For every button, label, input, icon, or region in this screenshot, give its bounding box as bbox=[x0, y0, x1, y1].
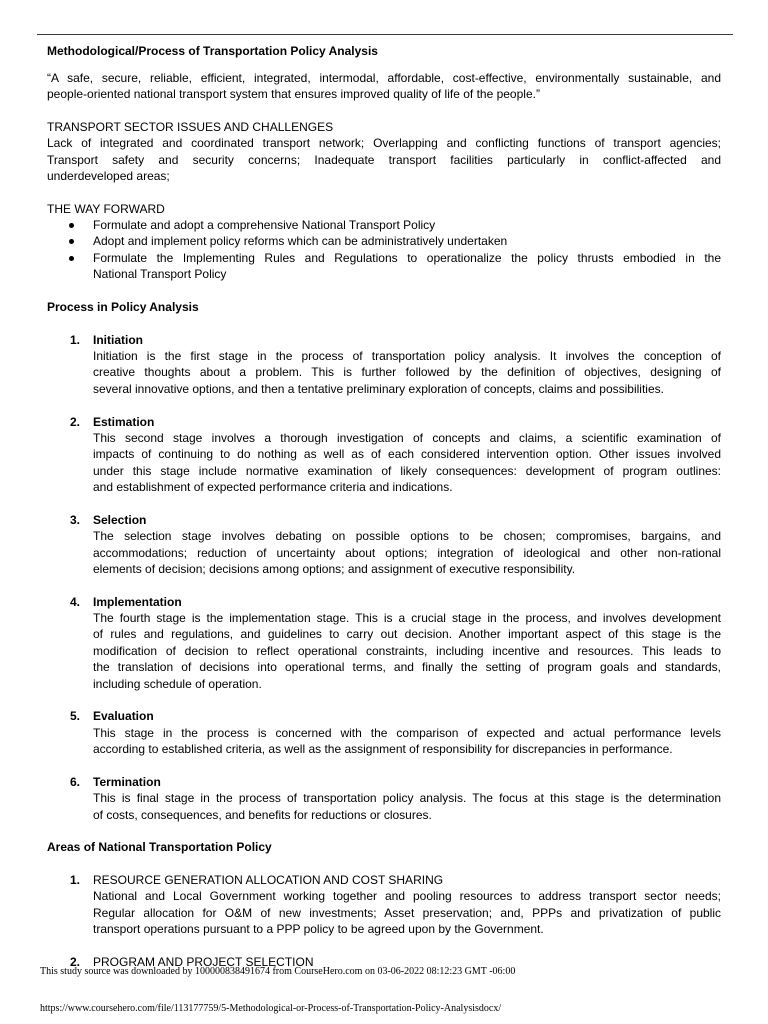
way-forward-item bbox=[47, 250, 721, 283]
document-page bbox=[47, 43, 721, 970]
process-heading: Process in Policy Analysis bbox=[47, 299, 199, 314]
stage-line: accommodations; reduction of uncertainty about options; integration of ideological and other non-rational bbox=[93, 545, 721, 560]
stage-title: Estimation bbox=[93, 414, 155, 429]
stage-line: This stage in the process is concerned with the comparison of expected and actual performance levels bbox=[93, 725, 721, 740]
area-line: transport operations pursuant to a PPP policy to be agreed upon by the Government. bbox=[93, 922, 544, 937]
area-line: Regular allocation for O&M of new investments; Asset preservation; and, PPPs and privatization of public bbox=[93, 905, 721, 920]
stage-number: 6. bbox=[70, 774, 81, 789]
stage-line: of rules and regulations, and guidelines to carry out decision. Another important aspect of this stage is the bbox=[93, 627, 721, 642]
vision-statement bbox=[47, 70, 721, 103]
issues-section bbox=[47, 119, 721, 185]
stage-number: 5. bbox=[70, 709, 81, 724]
stage-line: according to established criteria, as well as the assignment of responsibility for discrepancies in performance. bbox=[93, 742, 673, 757]
area-number: 2. bbox=[70, 954, 81, 969]
area-number: 1. bbox=[70, 872, 81, 887]
area-title: RESOURCE GENERATION ALLOCATION AND COST SHARING bbox=[93, 872, 444, 887]
issues-heading: TRANSPORT SECTOR ISSUES AND CHALLENGES bbox=[47, 119, 334, 134]
stage-line: impacts of continuing to do nothing as well as of each considered intervention option. Other issues involved bbox=[93, 447, 721, 462]
stage-number: 4. bbox=[70, 594, 81, 609]
way-forward-line: Adopt and implement policy reforms which can be administratively undertaken bbox=[93, 234, 508, 249]
footer-download-notice: This study source was downloaded by 100000838491674 from CourseHero.com on 03-06-2022 08:12:23 GMT -06:00 bbox=[40, 966, 516, 977]
way-forward-section bbox=[47, 201, 721, 283]
area-item-resource-generation bbox=[47, 872, 721, 938]
stage-line: elements of decision; decisions among options; and assignment of executive responsibility. bbox=[93, 561, 576, 576]
stage-number: 1. bbox=[70, 332, 81, 347]
stage-title: Evaluation bbox=[93, 709, 154, 724]
stage-line: creative thoughts about a problem. This is further followed by the definition of objectives, designing of bbox=[93, 365, 721, 380]
stage-number: 2. bbox=[70, 414, 81, 429]
issues-line: Lack of integrated and coordinated transport network; Overlapping and conflicting functions of transport agencies; bbox=[47, 136, 721, 151]
vision-line: people-oriented national transport system that ensures improved quality of life of the people.” bbox=[47, 87, 540, 102]
process-stage-selection bbox=[47, 512, 721, 578]
way-forward-line: National Transport Policy bbox=[93, 267, 227, 282]
process-stage-implementation bbox=[47, 594, 721, 692]
stage-line: The fourth stage is the implementation stage. This is a crucial stage in the process, and involves development bbox=[93, 611, 721, 626]
way-forward-heading: THE WAY FORWARD bbox=[47, 201, 165, 216]
stage-line: including schedule of operation. bbox=[93, 676, 262, 691]
vision-line: “A safe, secure, reliable, efficient, integrated, intermodal, affordable, cost-effective, environmentally sustainable, and bbox=[47, 70, 721, 85]
area-title: PROGRAM AND PROJECT SELECTION bbox=[93, 954, 314, 969]
stage-line: The selection stage involves debating on possible options to be chosen; compromises, bargains, and bbox=[93, 529, 721, 544]
process-stage-initiation bbox=[47, 332, 721, 398]
stage-line: of costs, consequences, and benefits for reductions or closures. bbox=[93, 807, 432, 822]
stage-line: modification of decision to reflect operational constraints, including incentive and resources. This leads to bbox=[93, 643, 721, 658]
stage-line: This second stage involves a thorough investigation of concepts and claims, a scientific examination of bbox=[93, 430, 721, 445]
bullet-icon bbox=[69, 223, 74, 228]
process-stage-estimation bbox=[47, 414, 721, 496]
process-stage-evaluation bbox=[47, 708, 721, 757]
issues-line: Transport safety and security concerns; Inadequate transport facilities particularly in conflict-affected and bbox=[47, 152, 721, 167]
stage-title: Termination bbox=[93, 774, 161, 789]
areas-heading: Areas of National Transportation Policy bbox=[47, 840, 272, 855]
way-forward-item bbox=[47, 217, 721, 233]
process-stage-termination bbox=[47, 774, 721, 823]
bullet-icon bbox=[69, 256, 74, 261]
way-forward-line: Formulate and adopt a comprehensive National Transport Policy bbox=[93, 218, 436, 233]
stage-title: Selection bbox=[93, 512, 147, 527]
stage-number: 3. bbox=[70, 512, 81, 527]
way-forward-line: Formulate the Implementing Rules and Regulations to operationalize the policy thrusts embodied in the bbox=[93, 250, 721, 265]
issues-line: underdeveloped areas; bbox=[47, 169, 170, 183]
bullet-icon bbox=[69, 239, 74, 244]
stage-line: and establishment of expected performance criteria and indications. bbox=[93, 480, 453, 495]
stage-line: This is final stage in the process of transportation policy analysis. The focus at this stage is the determination bbox=[93, 791, 721, 806]
stage-title: Implementation bbox=[93, 594, 182, 609]
stage-line: Initiation is the first stage in the process of transportation policy analysis. It involves the conception of bbox=[93, 349, 721, 364]
top-rule bbox=[37, 34, 733, 35]
area-line: National and Local Government working together and pooling resources to address transport sector needs; bbox=[93, 889, 721, 904]
stage-line: several innovative options, and then a tentative preliminary exploration of concepts, claims and possibilities. bbox=[93, 381, 664, 396]
way-forward-item bbox=[47, 233, 721, 249]
footer-url: https://www.coursehero.com/file/113177759/5-Methodological-or-Process-of-Transportation-Policy-Analysisdocx/ bbox=[40, 1003, 502, 1014]
stage-title: Initiation bbox=[93, 332, 143, 347]
stage-line: the translation of decisions into operational terms, and finally the setting of program goals and standards, bbox=[93, 660, 721, 675]
document-title: Methodological/Process of Transportation Policy Analysis bbox=[47, 43, 378, 58]
stage-line: under this stage include normative examination of likely consequences: development of program outlines: bbox=[93, 463, 721, 478]
